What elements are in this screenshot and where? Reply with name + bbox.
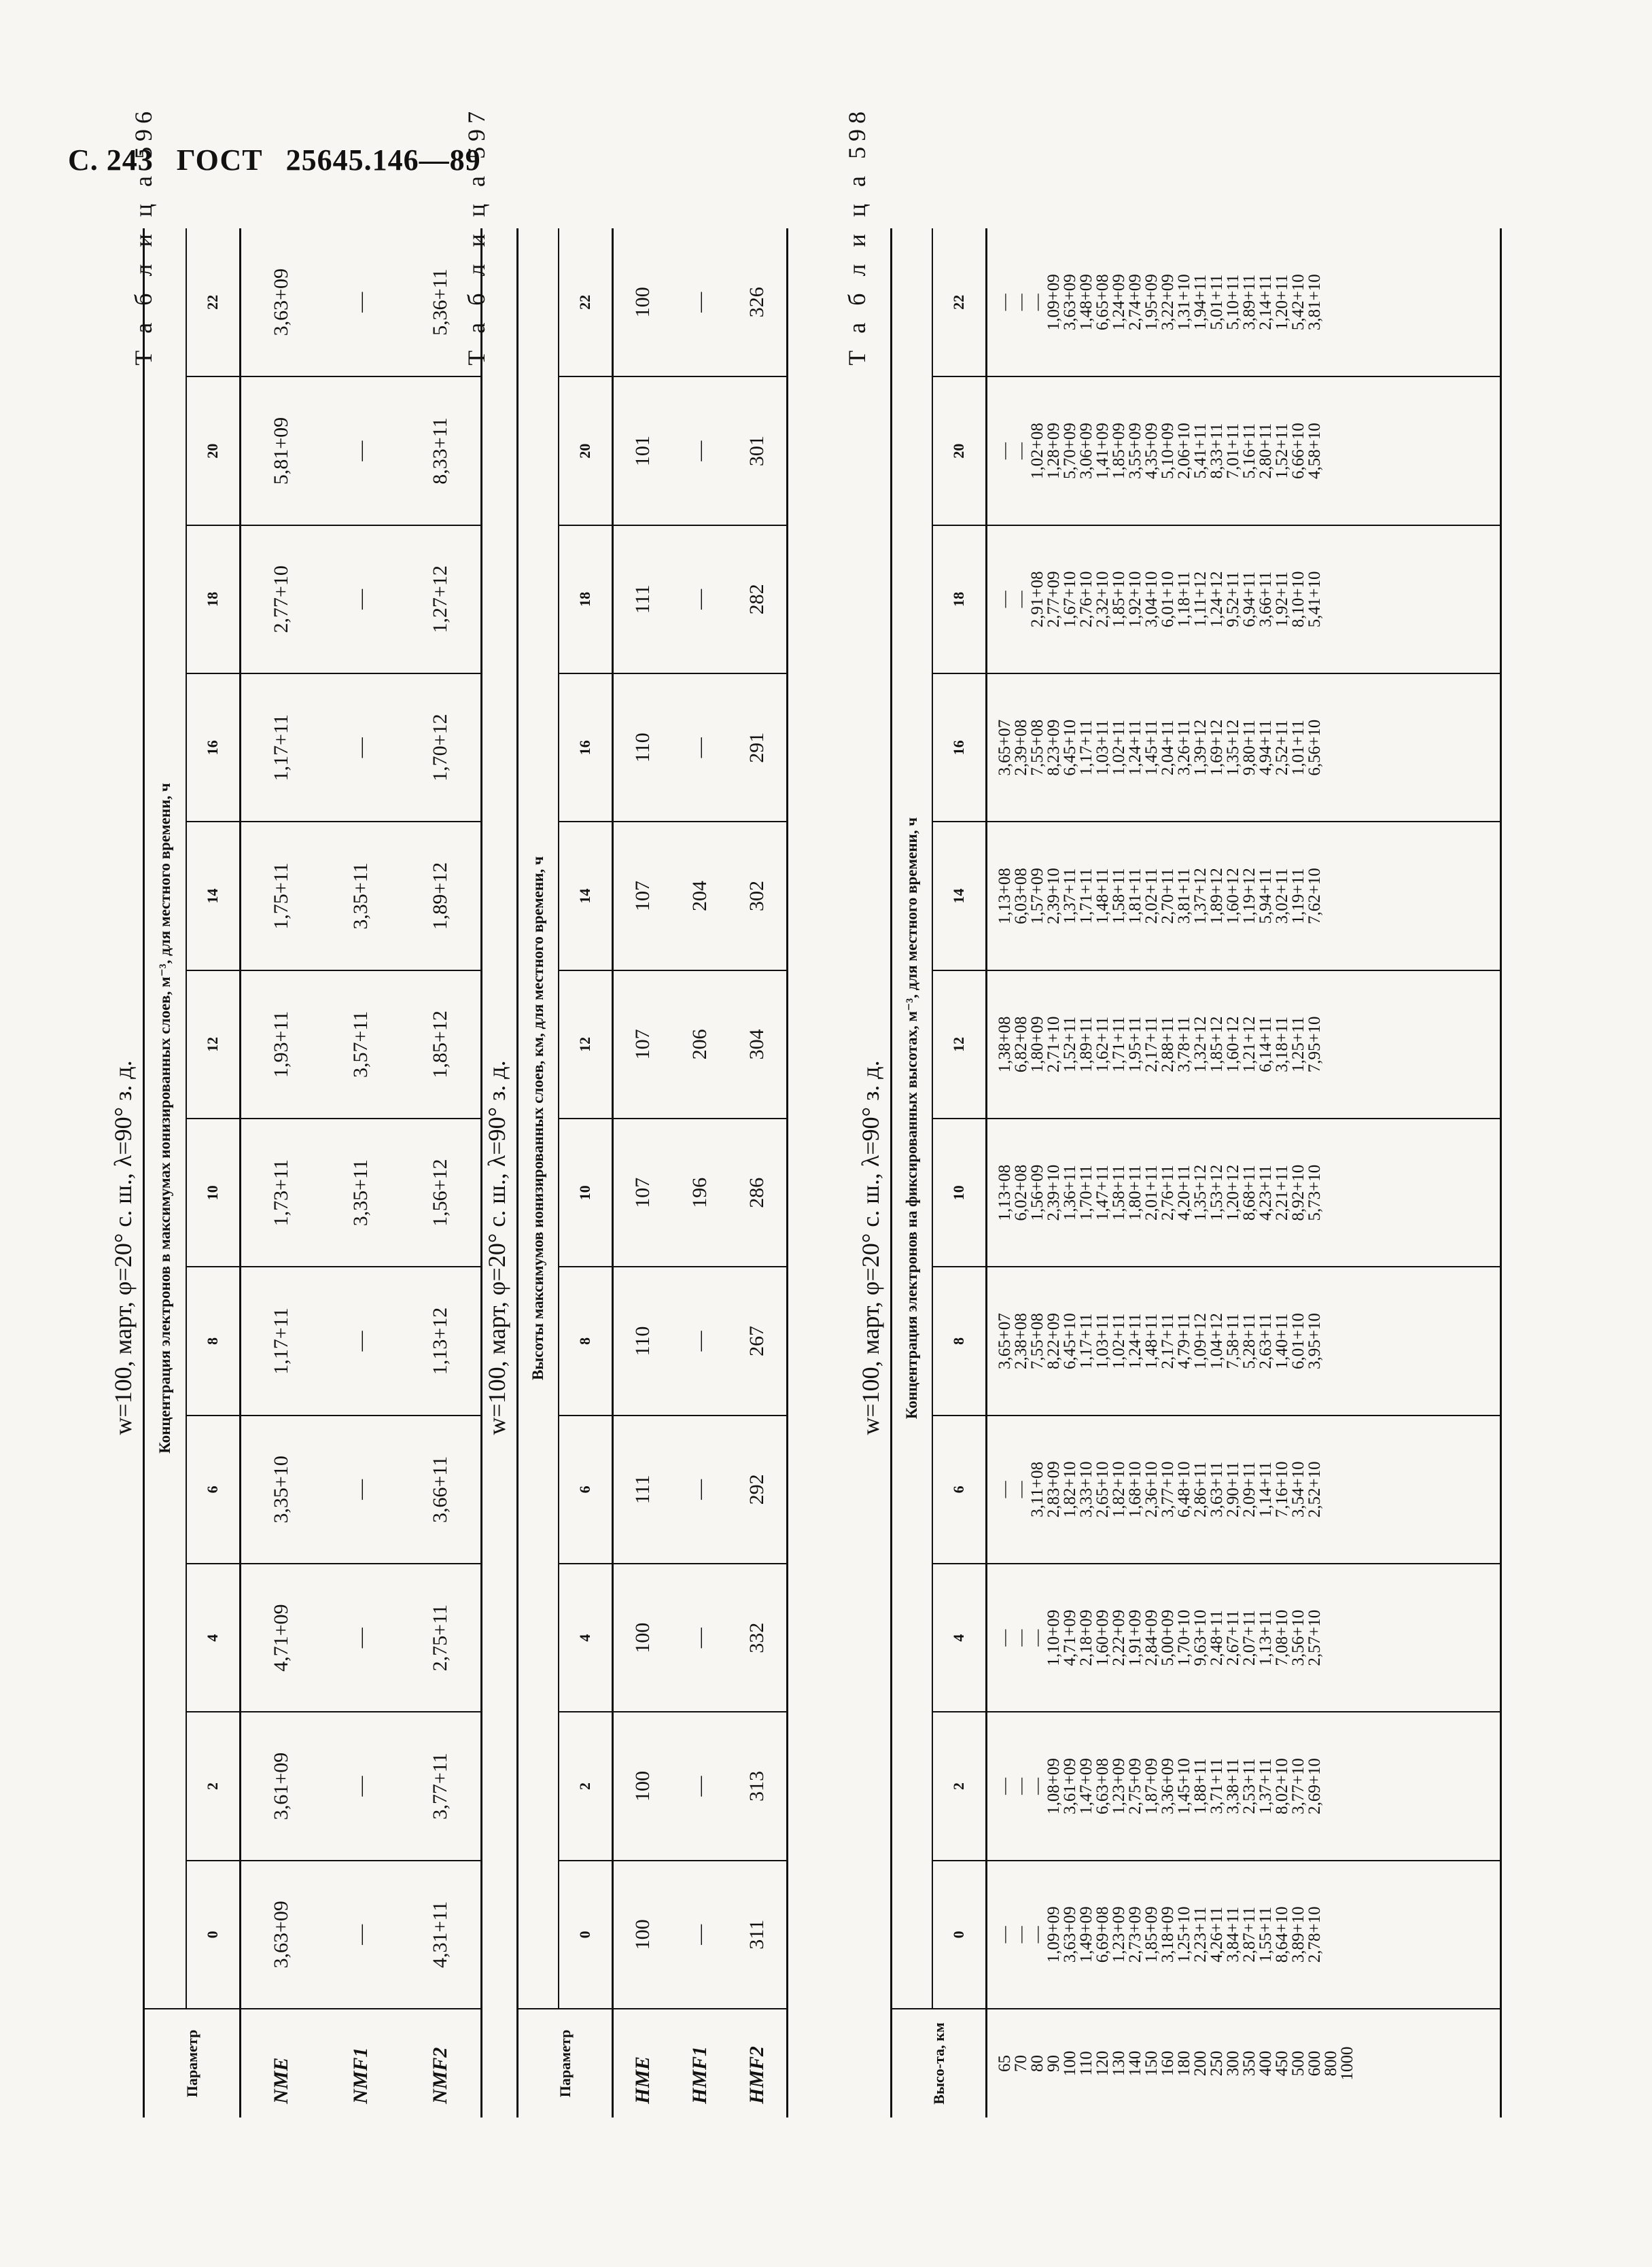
row-label: NMF2: [428, 2047, 451, 2104]
table-cell: 2,75+11: [400, 1564, 481, 1712]
table-cell: 304: [728, 970, 788, 1119]
table-cell: —: [671, 1416, 728, 1564]
table-cell: 326: [728, 228, 788, 376]
param-header: Параметр: [518, 2009, 613, 2117]
table-cell: 101: [613, 376, 672, 525]
table-597-caption: w=100, март, φ=20° с. ш., λ=90° з. д.: [483, 1060, 510, 1435]
column-values: 1,13+08 6,02+08 1,56+09 2,39+10 1,36+11 1,70+11 1,47+11 1,58+11 1,80+11 2,01+11 2,76+11 4,20+11 1,35+12 1,53+12 1,20+12 8,68+11 4,23+11 2,21+11 8,92+10 5,73+10: [996, 1164, 1324, 1221]
table-cell: 2,77+10: [241, 525, 322, 673]
hour-header: 8: [932, 1267, 987, 1415]
hour-header: 20: [932, 376, 987, 525]
hour-header: 2: [932, 1712, 987, 1860]
table-cell: 111: [613, 525, 672, 673]
row-label: HME: [631, 2056, 654, 2104]
table-cell: —: [671, 525, 728, 673]
table-cell: 286: [728, 1119, 788, 1267]
table-cell: 267: [728, 1267, 788, 1415]
table-cell: [987, 1564, 1501, 1712]
table-cell: —: [322, 1416, 400, 1564]
hour-header: 14: [932, 822, 987, 970]
table-596-label: Т а б л и ц а 596: [130, 106, 157, 366]
table-row: [241, 228, 322, 2117]
table-597: [516, 228, 788, 2117]
table-cell: 301: [728, 376, 788, 525]
table-cell: 292: [728, 1416, 788, 1564]
row-label: NME: [270, 2057, 293, 2104]
table-cell: 196: [671, 1119, 728, 1267]
hour-header: 6: [559, 1416, 613, 1564]
hour-header: 2: [559, 1712, 613, 1860]
heights-column: [987, 2009, 1501, 2117]
hour-header: 10: [186, 1119, 241, 1267]
column-values: — — — 1,09+09 3,63+09 1,48+09 6,65+08 1,24+09 2,74+09 1,95+09 3,22+09 1,31+10 1,94+11 5,01+11 5,10+11 3,89+11 2,14+11 1,20+11 5,42+10 3,81+10: [996, 274, 1324, 331]
row-label: HMF2: [745, 2045, 769, 2104]
table-cell: 3,63+09: [241, 228, 322, 376]
table-cell: 110: [613, 673, 672, 822]
table-cell: —: [322, 1712, 400, 1860]
column-values: 3,65+07 2,38+08 7,55+08 8,22+09 6,45+10 1,17+11 1,03+11 1,02+11 1,24+11 1,48+11 2,17+11 4,79+11 1,09+12 1,04+12 7,58+11 5,28+11 2,63+11 1,40+11 6,01+10 3,95+10: [996, 1313, 1324, 1369]
hour-header: 20: [186, 376, 241, 525]
hour-header: 16: [186, 673, 241, 822]
table-598-caption: w=100, март, φ=20° с. ш., λ=90° з. д.: [857, 1060, 884, 1435]
table-598: [890, 228, 1502, 2117]
param-header: Параметр: [144, 2009, 241, 2117]
table-cell: 3,66+11: [400, 1416, 481, 1564]
table-cell: 110: [613, 1267, 672, 1415]
table-598-subcaption: Концентрация электронов на фиксированных высотах, м⁻³, для местного времени, ч: [892, 228, 932, 2009]
column-values: — — — 1,09+09 3,63+09 1,49+09 6,69+08 1,23+09 2,73+09 1,85+09 3,18+09 1,25+10 2,23+11 4,26+11 3,84+11 2,87+11 1,55+11 8,64+10 3,89+10 2,78+10: [996, 1906, 1324, 1963]
table-cell: 302: [728, 822, 788, 970]
table-cell: 1,56+12: [400, 1119, 481, 1267]
row-label: NMF1: [349, 2047, 372, 2104]
table-cell: 311: [728, 1861, 788, 2009]
column-values: — — — 1,08+09 3,61+09 1,47+09 6,63+08 1,23+09 2,75+09 1,87+09 3,36+09 1,45+10 1,88+11 3,71+11 3,38+11 2,53+11 1,37+11 8,02+10 3,77+10 2,69+10: [996, 1758, 1324, 1814]
table-cell: —: [671, 1267, 728, 1415]
table-row: [987, 228, 1501, 2117]
hour-header: 16: [559, 673, 613, 822]
hour-header: 14: [559, 822, 613, 970]
page-number: С. 243: [68, 143, 154, 177]
table-cell: [987, 525, 1501, 673]
table-cell: 107: [613, 970, 672, 1119]
hour-header: 4: [559, 1564, 613, 1712]
table-cell: 1,85+12: [400, 970, 481, 1119]
table-cell: 5,36+11: [400, 228, 481, 376]
column-values: 1,13+08 6,03+08 1,57+09 2,39+10 1,37+11 1,71+11 1,48+11 1,58+11 1,81+11 2,02+11 2,70+11 3,81+11 1,37+12 1,89+12 1,60+12 1,19+12 5,94+11 3,02+11 1,19+11 7,62+10: [996, 868, 1324, 924]
table-cell: —: [322, 228, 400, 376]
hour-header: 16: [932, 673, 987, 822]
table-cell: 1,89+12: [400, 822, 481, 970]
table-cell: 8,33+11: [400, 376, 481, 525]
table-row: [613, 228, 672, 2117]
table-cell: 1,17+11: [241, 673, 322, 822]
table-cell: [987, 228, 1501, 376]
hour-header: 12: [186, 970, 241, 1119]
hour-header: 12: [559, 970, 613, 1119]
table-cell: 100: [613, 1861, 672, 2009]
standard-number: 25645.146—89: [285, 143, 481, 177]
table-row: [671, 228, 728, 2117]
table-cell: —: [322, 1267, 400, 1415]
table-cell: 291: [728, 673, 788, 822]
table-cell: 4,31+11: [400, 1861, 481, 2009]
hour-header: 20: [559, 376, 613, 525]
height-values: 65 70 80 90 100 110 120 130 140 150 160 180 200 250 300 350 400 450 500 600 800 1000: [996, 2046, 1356, 2081]
hour-header: 8: [559, 1267, 613, 1415]
hour-header: 22: [932, 228, 987, 376]
table-cell: 1,70+12: [400, 673, 481, 822]
table-cell: 1,75+11: [241, 822, 322, 970]
table-cell: 107: [613, 822, 672, 970]
height-header: Высо-та, км: [892, 2009, 987, 2117]
table-cell: 4,71+09: [241, 1564, 322, 1712]
table-cell: [987, 970, 1501, 1119]
table-cell: 100: [613, 1712, 672, 1860]
table-cell: [987, 376, 1501, 525]
table-cell: 3,77+11: [400, 1712, 481, 1860]
standard-label: ГОСТ: [176, 143, 263, 177]
hour-header: 18: [932, 525, 987, 673]
table-cell: 206: [671, 970, 728, 1119]
table-cell: 1,93+11: [241, 970, 322, 1119]
table-cell: —: [322, 673, 400, 822]
table-cell: —: [671, 673, 728, 822]
table-cell: —: [671, 1564, 728, 1712]
table-cell: [987, 822, 1501, 970]
table-cell: 3,35+11: [322, 822, 400, 970]
table-597-label: Т а б л и ц а 597: [463, 106, 490, 366]
hour-header: 10: [559, 1119, 613, 1267]
table-596: [143, 228, 482, 2117]
table-row: [322, 228, 400, 2117]
table-596-subcaption: Концентрация электронов в максимумах ионизированных слоев, м⁻³, для местного времени, ч: [144, 228, 186, 2009]
hour-header: 6: [186, 1416, 241, 1564]
table-597-subcaption: Высоты максимумов ионизированных слоев, км, для местного времени, ч: [518, 228, 559, 2009]
hour-header: 18: [186, 525, 241, 673]
table-cell: —: [322, 376, 400, 525]
table-cell: 3,63+09: [241, 1861, 322, 2009]
table-cell: [987, 1712, 1501, 1860]
table-cell: 332: [728, 1564, 788, 1712]
table-cell: 3,35+10: [241, 1416, 322, 1564]
hour-header: 6: [932, 1416, 987, 1564]
hour-header: 18: [559, 525, 613, 673]
table-cell: —: [671, 228, 728, 376]
table-cell: [987, 673, 1501, 822]
table-cell: 3,61+09: [241, 1712, 322, 1860]
hour-header: 0: [932, 1861, 987, 2009]
table-cell: 1,27+12: [400, 525, 481, 673]
row-label: HMF1: [688, 2045, 711, 2104]
table-cell: 1,13+12: [400, 1267, 481, 1415]
column-values: — — 2,91+08 2,77+09 1,67+10 2,76+10 2,32+10 1,85+10 1,92+10 3,04+10 6,01+10 1,18+11 1,11+12 1,24+12 9,52+11 6,94+11 3,66+11 1,92+11 8,10+10 5,41+10: [996, 571, 1324, 628]
table-cell: —: [322, 1861, 400, 2009]
table-cell: —: [671, 1861, 728, 2009]
table-cell: 3,57+11: [322, 970, 400, 1119]
hour-header: 14: [186, 822, 241, 970]
table-cell: 1,73+11: [241, 1119, 322, 1267]
hour-header: 10: [932, 1119, 987, 1267]
hour-header: 4: [932, 1564, 987, 1712]
table-cell: 313: [728, 1712, 788, 1860]
table-cell: [987, 1861, 1501, 2009]
table-cell: —: [322, 525, 400, 673]
hour-header: 22: [559, 228, 613, 376]
table-cell: 3,35+11: [322, 1119, 400, 1267]
column-values: 3,65+07 2,39+08 7,55+08 8,23+09 6,45+10 1,17+11 1,03+11 1,02+11 1,24+11 1,45+11 2,04+11 3,26+11 1,39+12 1,69+12 1,35+12 9,80+11 4,94+11 2,52+11 1,01+11 6,56+10: [996, 719, 1324, 776]
column-values: 1,38+08 6,82+08 1,80+09 2,71+10 1,52+11 1,89+11 1,62+11 1,71+11 1,95+11 2,17+11 2,88+11 3,78+11 1,32+12 1,85+12 1,60+12 1,21+12 6,14+11 3,18+11 1,25+11 7,95+10: [996, 1016, 1324, 1073]
table-cell: 100: [613, 1564, 672, 1712]
column-values: — — — 1,10+09 4,71+09 2,18+09 1,60+09 2,22+09 1,91+09 2,84+09 5,00+09 1,70+10 9,63+10 2,48+11 2,67+11 2,07+11 1,13+11 7,08+10 3,56+10 2,57+10: [996, 1609, 1324, 1666]
hour-header: 22: [186, 228, 241, 376]
column-values: — — 1,02+08 1,28+09 5,70+09 3,06+09 1,41+09 1,85+09 3,55+09 4,35+09 5,10+09 2,06+10 5,41+11 8,33+11 7,01+11 5,16+11 2,80+11 1,52+11 6,66+10 4,58+10: [996, 423, 1324, 479]
table-cell: 111: [613, 1416, 672, 1564]
table-cell: 1,17+11: [241, 1267, 322, 1415]
hour-header: 4: [186, 1564, 241, 1712]
table-cell: [987, 1119, 1501, 1267]
table-cell: [987, 1416, 1501, 1564]
column-values: — — 3,11+08 2,83+09 1,82+10 3,33+10 2,65+10 1,82+10 1,68+10 2,36+10 3,77+10 6,48+10 2,86+11 3,63+11 2,90+11 2,09+11 1,14+11 7,16+10 3,54+10 2,52+10: [996, 1461, 1324, 1518]
table-cell: 282: [728, 525, 788, 673]
hour-header: 12: [932, 970, 987, 1119]
table-cell: —: [671, 376, 728, 525]
hour-header: 2: [186, 1712, 241, 1860]
table-row: [728, 228, 788, 2117]
table-cell: 5,81+09: [241, 376, 322, 525]
hour-header: 8: [186, 1267, 241, 1415]
hour-header: 0: [186, 1861, 241, 2009]
table-cell: [987, 1267, 1501, 1415]
table-cell: 100: [613, 228, 672, 376]
table-row: [400, 228, 481, 2117]
table-598-label: Т а б л и ц а 598: [843, 106, 871, 366]
table-cell: —: [322, 1564, 400, 1712]
table-596-caption: w=100, март, φ=20° с. ш., λ=90° з. д.: [109, 1060, 137, 1435]
hour-header: 0: [559, 1861, 613, 2009]
table-cell: 107: [613, 1119, 672, 1267]
table-cell: 204: [671, 822, 728, 970]
table-cell: —: [671, 1712, 728, 1860]
